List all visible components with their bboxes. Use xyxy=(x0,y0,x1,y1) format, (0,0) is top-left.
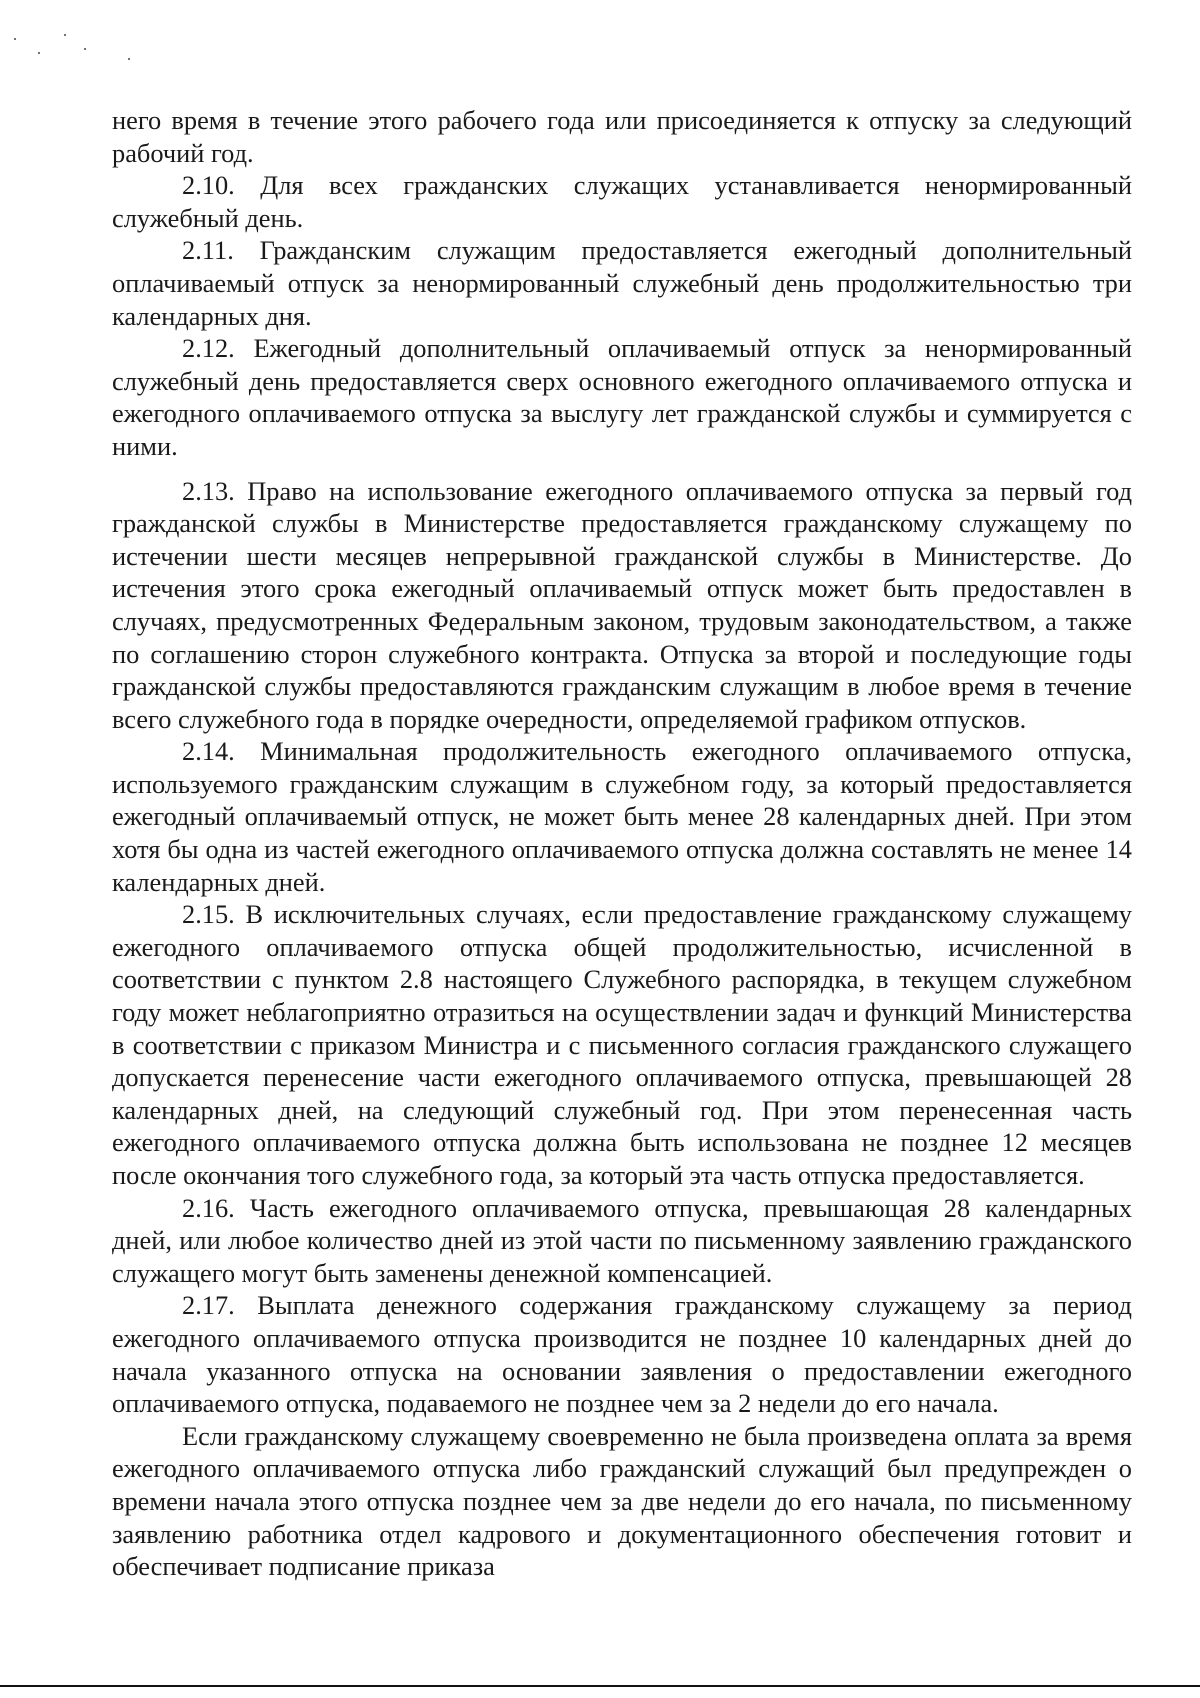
paragraph-2-14: 2.14. Минимальная продолжительность ежегодного оплачиваемого отпуска, используемого гражданским служащим в служебном году, за который предоставляется ежегодный оплачиваемый отпуск, не может быть менее 28 календарных дней. При этом хотя бы одна из частей ежегодного оплачиваемого отпуска должна составлять не менее 14 календарных дней. xyxy=(112,736,1132,897)
paragraph-2-16: 2.16. Часть ежегодного оплачиваемого отпуска, превышающая 28 календарных дней, или любое количество дней из этой части по письменному заявлению гражданского служащего могут быть заменены денежной компенсацией. xyxy=(112,1192,1132,1288)
bottom-edge-line xyxy=(0,1685,1200,1687)
document-body xyxy=(112,104,1132,1583)
paragraph-2-11: 2.11. Гражданским служащим предоставляется ежегодный дополнительный оплачиваемый отпуск за ненормированный служебный день продолжительностью три календарных дня. xyxy=(112,235,1132,331)
paragraph-2-15: 2.15. В исключительных случаях, если предоставление гражданскому служащему ежегодного оплачиваемого отпуска общей продолжительностью, исчисленной в соответствии с пунктом 2.8 настоящего Служебного распорядка, в текущем служебном году может неблагоприятно отразиться на осуществлении задач и функций Министерства в соответствии с приказом Министра и с письменного согласия гражданского служащего допускается перенесение части ежегодного оплачиваемого отпуска, превышающей 28 календарных дней, на следующий служебный год. При этом перенесенная часть ежегодного оплачиваемого отпуска должна быть использована не позднее 12 месяцев после окончания того служебного года, за который эта часть отпуска предоставляется. xyxy=(112,899,1132,1190)
paragraph-2-12: 2.12. Ежегодный дополнительный оплачиваемый отпуск за ненормированный служебный день предоставляется сверх основного ежегодного оплачиваемого отпуска и ежегодного оплачиваемого отпуска за выслугу лет гражданской службы и суммируется с ними. xyxy=(112,333,1132,461)
paragraph-2-10: 2.10. Для всех гражданских служащих устанавливается ненормированный служебный день. xyxy=(112,170,1132,233)
paragraph-payment-delay: Если гражданскому служащему своевременно не была произведена оплата за время ежегодного оплачиваемого отпуска либо гражданский служащий был предупрежден о времени начала этого отпуска позднее чем за две недели до его начала, по письменному заявлению работника отдел кадрового и документационного обеспечения готовит и обеспечивает подписание приказа xyxy=(112,1420,1132,1582)
paragraph-2-17: 2.17. Выплата денежного содержания гражданскому служащему за период ежегодного оплачиваемого отпуска производится не позднее 10 календарных дней до начала указанного отпуска на основании заявления о предоставлении ежегодного оплачиваемого отпуска, подаваемого не позднее чем за 2 недели до его начала. xyxy=(112,1290,1132,1419)
paragraph-2-13: 2.13. Право на использование ежегодного оплачиваемого отпуска за первый год гражданской службы в Министерстве предоставляется гражданскому служащему по истечении шести месяцев непрерывной гражданской службы в Министерстве. До истечения этого срока ежегодный оплачиваемый отпуск может быть предоставлен в случаях, предусмотренных Федеральным законом, трудовым законодательством, а также по соглашению сторон служебного контракта. Отпуска за второй и последующие годы гражданской службы предоставляются гражданским служащим в любое время в течение всего служебного года в порядке очередности, определяемой графиком отпусков. xyxy=(112,475,1132,734)
paragraph-continuation: него время в течение этого рабочего года или присоединяется к отпуску за следующий рабочий год. xyxy=(112,105,1132,168)
